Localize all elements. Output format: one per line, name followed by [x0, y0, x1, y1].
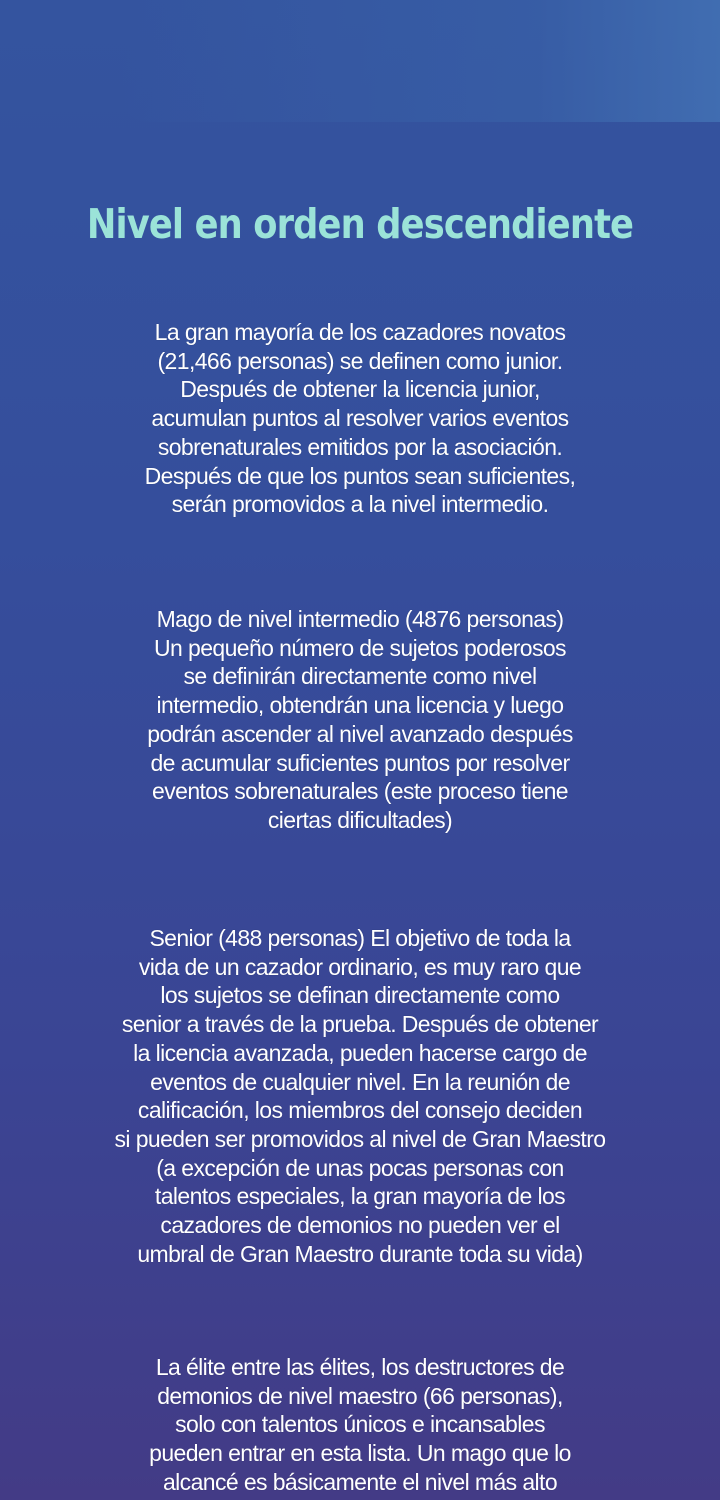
text-line: (a excepción de unas pocas personas con [156, 1154, 564, 1181]
text-line: eventos sobrenaturales (este proceso tiene [152, 778, 568, 805]
text-line: ciertas dificultades) [267, 806, 453, 833]
text-line: si pueden ser promovidos al nivel de Gran Maestro [114, 1125, 606, 1152]
text-line: cazadores de demonios no pueden ver el [160, 1212, 560, 1239]
text-line: Un pequeño número de sujetos poderosos [154, 634, 566, 661]
text-line: eventos de cualquier nivel. En la reunión de [150, 1068, 570, 1095]
text-line: vida de un cazador ordinario, es muy raro que [138, 953, 582, 980]
text-line: podrán ascender al nivel avanzado después [147, 720, 573, 747]
text-line: pueden entrar en esta lista. Un mago que lo [149, 1440, 571, 1467]
text-line: La gran mayoría de los cazadores novatos [154, 319, 566, 345]
paragraph-master [40, 1353, 680, 1497]
text-line: alcancé es básicamente el nivel más alto [162, 1468, 558, 1495]
paragraph-intermediate [40, 605, 680, 835]
text-line: la licencia avanzada, pueden hacerse cargo de [133, 1039, 587, 1066]
text-line: Después de que los puntos sean suficientes, [144, 462, 576, 489]
text-line: los sujetos se definan directamente como [160, 982, 560, 1009]
text-line: calificación, los miembros del consejo deciden [137, 1097, 583, 1124]
text-line: demonios de nivel maestro (66 personas), [157, 1382, 563, 1409]
page-title: Nivel en orden descendiente [86, 200, 634, 248]
text-line: (21,466 personas) se definen como junior. [157, 347, 563, 374]
paragraph-junior [40, 318, 680, 519]
text-line: solo con talentos únicos e incansables [175, 1411, 545, 1438]
top-panel-glow [120, 0, 720, 122]
text-line: se definirán directamente como nivel [183, 663, 537, 690]
paragraph-senior [40, 924, 680, 1268]
text-line: acumulan puntos al resolver varios eventos [151, 405, 569, 432]
text-line: de acumular suficientes puntos por resolver [150, 749, 570, 776]
text-line: sobrenaturales emitidos por la asociación. [157, 433, 563, 460]
text-line: Mago de nivel intermedio (4876 personas) [156, 606, 564, 632]
text-line: intermedio, obtendrán una licencia y luego [156, 692, 564, 719]
text-line: Senior (488 personas) El objetivo de toda la [149, 925, 571, 951]
text-line: Después de obtener la licencia junior, [180, 376, 540, 403]
text-line: serán promovidos a la nivel intermedio. [171, 491, 549, 518]
text-line: senior a través de la prueba. Después de obtener [121, 1011, 599, 1038]
text-line: La élite entre las élites, los destructores de [155, 1354, 565, 1380]
text-line: talentos especiales, la gran mayoría de los [154, 1183, 566, 1210]
text-line: umbral de Gran Maestro durante toda su vida) [137, 1240, 583, 1267]
